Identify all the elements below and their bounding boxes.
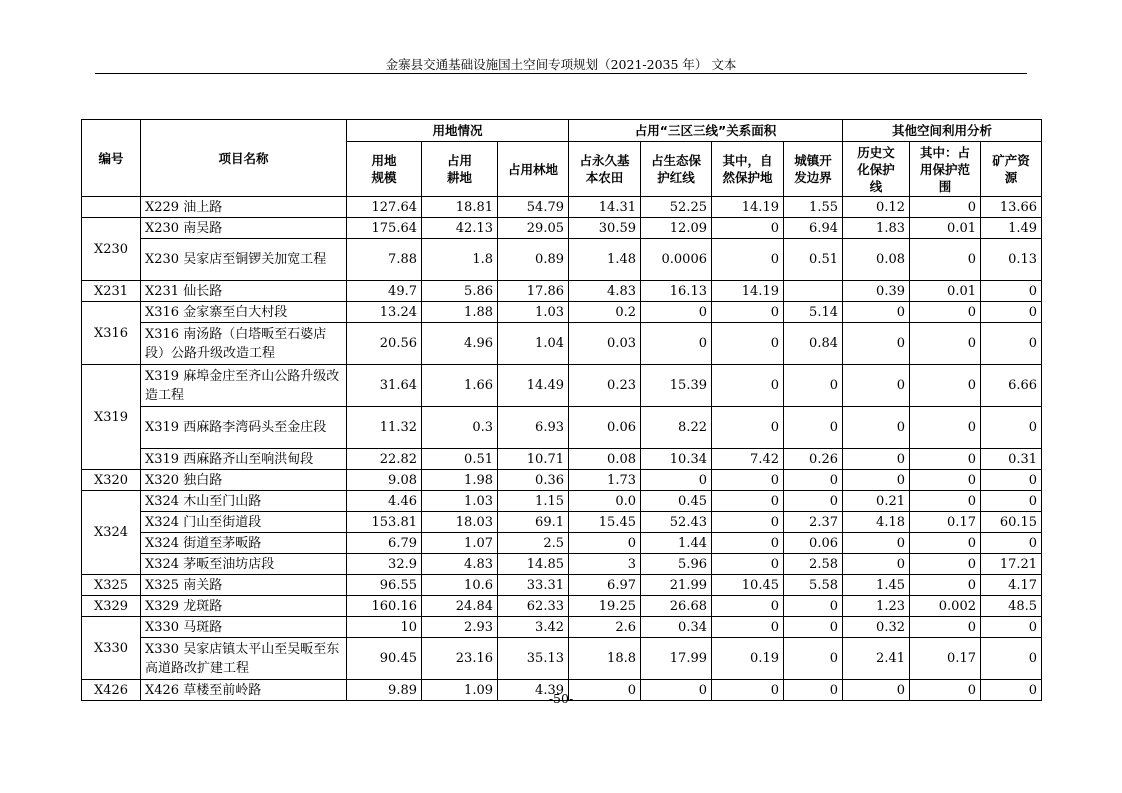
value-cell: 0 bbox=[981, 407, 1042, 449]
value-cell: 1.44 bbox=[641, 533, 712, 554]
sub-col-header: 城镇开 发边界 bbox=[784, 142, 843, 197]
value-cell: 15.45 bbox=[569, 512, 641, 533]
table-row bbox=[82, 491, 1042, 512]
value-cell: 1.03 bbox=[498, 302, 569, 323]
project-code-cell: X316 bbox=[82, 302, 141, 365]
value-cell: 13.66 bbox=[981, 197, 1042, 218]
table-body bbox=[82, 197, 1042, 701]
value-cell: 0 bbox=[843, 365, 910, 407]
value-cell: 0 bbox=[712, 617, 784, 638]
sub-col-header: 历史文 化保护 线 bbox=[843, 142, 910, 197]
value-cell: 1.45 bbox=[843, 575, 910, 596]
value-cell: 0.06 bbox=[784, 533, 843, 554]
value-cell: 0.23 bbox=[569, 365, 641, 407]
value-cell: 0 bbox=[843, 323, 910, 365]
value-cell: 0.12 bbox=[843, 197, 910, 218]
value-cell: 2.37 bbox=[784, 512, 843, 533]
value-cell: 0 bbox=[712, 554, 784, 575]
value-cell: 0 bbox=[569, 533, 641, 554]
value-cell: 0 bbox=[712, 533, 784, 554]
project-code-cell: X230 bbox=[82, 218, 141, 281]
project-name-cell: X319 麻埠金庄至齐山公路升级改造工程 bbox=[141, 365, 347, 407]
value-cell: 8.22 bbox=[641, 407, 712, 449]
value-cell: 0 bbox=[843, 470, 910, 491]
value-cell: 1.83 bbox=[843, 218, 910, 239]
value-cell: 14.49 bbox=[498, 365, 569, 407]
page-number: -50- bbox=[548, 691, 574, 706]
value-cell: 7.42 bbox=[712, 449, 784, 470]
project-name-cell: X324 街道至茅畈路 bbox=[141, 533, 347, 554]
value-cell: 17.86 bbox=[498, 281, 569, 302]
project-code-cell: X319 bbox=[82, 365, 141, 470]
value-cell: 18.8 bbox=[569, 638, 641, 680]
table-row bbox=[82, 575, 1042, 596]
project-code-cell: X329 bbox=[82, 596, 141, 617]
value-cell: 0.17 bbox=[910, 638, 981, 680]
value-cell: 4.46 bbox=[347, 491, 422, 512]
value-cell: 0 bbox=[910, 491, 981, 512]
value-cell: 0 bbox=[641, 680, 712, 701]
project-name-cell: X316 南汤路（白塔畈至石婆店段）公路升级改造工程 bbox=[141, 323, 347, 365]
value-cell: 127.64 bbox=[347, 197, 422, 218]
table-row bbox=[82, 197, 1042, 218]
value-cell: 14.85 bbox=[498, 554, 569, 575]
value-cell: 0.32 bbox=[843, 617, 910, 638]
value-cell: 1.88 bbox=[422, 302, 498, 323]
value-cell: 5.96 bbox=[641, 554, 712, 575]
sub-col-header: 矿产资 源 bbox=[981, 142, 1042, 197]
value-cell: 4.17 bbox=[981, 575, 1042, 596]
value-cell: 4.18 bbox=[843, 512, 910, 533]
value-cell: 13.24 bbox=[347, 302, 422, 323]
value-cell: 1.23 bbox=[843, 596, 910, 617]
project-code-cell: X426 bbox=[82, 680, 141, 701]
sub-col-header: 其中，自 然保护地 bbox=[712, 142, 784, 197]
value-cell: 0 bbox=[981, 533, 1042, 554]
value-cell: 1.07 bbox=[422, 533, 498, 554]
value-cell: 0 bbox=[712, 407, 784, 449]
value-cell: 20.56 bbox=[347, 323, 422, 365]
value-cell: 52.43 bbox=[641, 512, 712, 533]
value-cell: 33.31 bbox=[498, 575, 569, 596]
value-cell: 49.7 bbox=[347, 281, 422, 302]
value-cell bbox=[784, 281, 843, 302]
value-cell: 0.39 bbox=[843, 281, 910, 302]
value-cell: 0 bbox=[712, 323, 784, 365]
value-cell: 1.55 bbox=[784, 197, 843, 218]
value-cell: 1.66 bbox=[422, 365, 498, 407]
table-row bbox=[82, 365, 1042, 407]
value-cell: 5.86 bbox=[422, 281, 498, 302]
value-cell: 35.13 bbox=[498, 638, 569, 680]
value-cell: 18.81 bbox=[422, 197, 498, 218]
project-name-cell: X319 西麻路齐山至响洪甸段 bbox=[141, 449, 347, 470]
value-cell: 0 bbox=[712, 596, 784, 617]
table-row bbox=[82, 554, 1042, 575]
value-cell: 0 bbox=[910, 470, 981, 491]
table-row bbox=[82, 323, 1042, 365]
value-cell: 0.0006 bbox=[641, 239, 712, 281]
value-cell: 96.55 bbox=[347, 575, 422, 596]
value-cell: 17.21 bbox=[981, 554, 1042, 575]
value-cell: 60.15 bbox=[981, 512, 1042, 533]
value-cell: 0.51 bbox=[784, 239, 843, 281]
value-cell: 0.06 bbox=[569, 407, 641, 449]
value-cell: 0.19 bbox=[712, 638, 784, 680]
value-cell: 0.36 bbox=[498, 470, 569, 491]
value-cell: 42.13 bbox=[422, 218, 498, 239]
table-row bbox=[82, 512, 1042, 533]
value-cell: 0 bbox=[843, 302, 910, 323]
value-cell: 14.19 bbox=[712, 197, 784, 218]
value-cell: 0.34 bbox=[641, 617, 712, 638]
group-header-other: 其他空间利用分析 bbox=[843, 120, 1042, 142]
value-cell: 0 bbox=[910, 533, 981, 554]
value-cell: 69.1 bbox=[498, 512, 569, 533]
page-header-title: 金寨县交通基础设施国土空间专项规划（2021-2035 年） 文本 bbox=[385, 57, 737, 72]
project-name-cell: X324 木山至门山路 bbox=[141, 491, 347, 512]
value-cell: 29.05 bbox=[498, 218, 569, 239]
value-cell: 0 bbox=[981, 491, 1042, 512]
value-cell: 0.2 bbox=[569, 302, 641, 323]
sub-col-header: 占永久基 本农田 bbox=[569, 142, 641, 197]
value-cell: 1.48 bbox=[569, 239, 641, 281]
value-cell: 0 bbox=[784, 365, 843, 407]
col-header-name: 项目名称 bbox=[141, 120, 347, 197]
value-cell: 6.93 bbox=[498, 407, 569, 449]
value-cell: 0 bbox=[910, 365, 981, 407]
value-cell: 2.6 bbox=[569, 617, 641, 638]
land-use-table bbox=[81, 119, 1042, 701]
value-cell: 0 bbox=[641, 302, 712, 323]
value-cell: 0 bbox=[981, 302, 1042, 323]
value-cell: 6.79 bbox=[347, 533, 422, 554]
value-cell: 0 bbox=[712, 491, 784, 512]
sub-col-header: 占用林地 bbox=[498, 142, 569, 197]
value-cell: 2.58 bbox=[784, 554, 843, 575]
value-cell: 4.83 bbox=[569, 281, 641, 302]
value-cell: 0 bbox=[910, 407, 981, 449]
value-cell: 0 bbox=[712, 218, 784, 239]
value-cell: 22.82 bbox=[347, 449, 422, 470]
value-cell: 0 bbox=[784, 491, 843, 512]
value-cell: 24.84 bbox=[422, 596, 498, 617]
value-cell: 1.98 bbox=[422, 470, 498, 491]
value-cell: 0 bbox=[641, 470, 712, 491]
value-cell: 0 bbox=[910, 323, 981, 365]
value-cell: 19.25 bbox=[569, 596, 641, 617]
value-cell: 0 bbox=[712, 239, 784, 281]
value-cell: 9.89 bbox=[347, 680, 422, 701]
project-name-cell: X230 南吴路 bbox=[141, 218, 347, 239]
value-cell: 0 bbox=[910, 575, 981, 596]
value-cell: 1.49 bbox=[981, 218, 1042, 239]
value-cell: 0 bbox=[981, 638, 1042, 680]
value-cell: 11.32 bbox=[347, 407, 422, 449]
value-cell: 90.45 bbox=[347, 638, 422, 680]
value-cell: 0.17 bbox=[910, 512, 981, 533]
project-code-cell: X231 bbox=[82, 281, 141, 302]
table-row bbox=[82, 239, 1042, 281]
value-cell: 7.88 bbox=[347, 239, 422, 281]
value-cell: 0 bbox=[569, 680, 641, 701]
group-header-land: 用地情况 bbox=[347, 120, 569, 142]
value-cell: 0.08 bbox=[569, 449, 641, 470]
value-cell: 0 bbox=[910, 197, 981, 218]
project-name-cell: X229 油上路 bbox=[141, 197, 347, 218]
value-cell: 0.01 bbox=[910, 218, 981, 239]
project-name-cell: X316 金家寨至白大村段 bbox=[141, 302, 347, 323]
value-cell: 0.31 bbox=[981, 449, 1042, 470]
value-cell: 10.34 bbox=[641, 449, 712, 470]
col-header-id: 编号 bbox=[82, 120, 141, 197]
value-cell: 0.51 bbox=[422, 449, 498, 470]
project-name-cell: X324 茅畈至油坊店段 bbox=[141, 554, 347, 575]
sub-col-header: 占生态保 护红线 bbox=[641, 142, 712, 197]
table-row bbox=[82, 617, 1042, 638]
value-cell: 18.03 bbox=[422, 512, 498, 533]
header-divider bbox=[95, 73, 1027, 74]
value-cell: 0.84 bbox=[784, 323, 843, 365]
sub-col-header: 用地 规模 bbox=[347, 142, 422, 197]
table-row bbox=[82, 596, 1042, 617]
value-cell: 0 bbox=[784, 470, 843, 491]
value-cell: 0 bbox=[981, 470, 1042, 491]
value-cell: 6.66 bbox=[981, 365, 1042, 407]
sub-col-header: 占用 耕地 bbox=[422, 142, 498, 197]
value-cell: 32.9 bbox=[347, 554, 422, 575]
value-cell: 14.31 bbox=[569, 197, 641, 218]
value-cell: 15.39 bbox=[641, 365, 712, 407]
project-name-cell: X330 马斑路 bbox=[141, 617, 347, 638]
value-cell: 0.01 bbox=[910, 281, 981, 302]
value-cell: 2.93 bbox=[422, 617, 498, 638]
value-cell: 1.15 bbox=[498, 491, 569, 512]
value-cell: 0 bbox=[784, 638, 843, 680]
value-cell: 26.68 bbox=[641, 596, 712, 617]
value-cell: 2.41 bbox=[843, 638, 910, 680]
value-cell: 0 bbox=[910, 617, 981, 638]
value-cell: 0 bbox=[981, 323, 1042, 365]
value-cell: 0 bbox=[712, 365, 784, 407]
value-cell: 0 bbox=[843, 449, 910, 470]
project-name-cell: X325 南关路 bbox=[141, 575, 347, 596]
value-cell: 0 bbox=[910, 680, 981, 701]
value-cell: 0 bbox=[712, 302, 784, 323]
group-header-three-zones: 占用“三区三线”关系面积 bbox=[569, 120, 843, 142]
table-row bbox=[82, 218, 1042, 239]
value-cell: 1.09 bbox=[422, 680, 498, 701]
value-cell: 160.16 bbox=[347, 596, 422, 617]
project-name-cell: X230 吴家店至铜锣关加宽工程 bbox=[141, 239, 347, 281]
value-cell: 1.73 bbox=[569, 470, 641, 491]
project-name-cell: X324 门山至街道段 bbox=[141, 512, 347, 533]
value-cell: 0.0 bbox=[569, 491, 641, 512]
project-name-cell: X426 草楼至前岭路 bbox=[141, 680, 347, 701]
value-cell: 0 bbox=[712, 512, 784, 533]
value-cell: 0 bbox=[712, 680, 784, 701]
value-cell: 0.08 bbox=[843, 239, 910, 281]
project-name-cell: X329 龙斑路 bbox=[141, 596, 347, 617]
value-cell: 5.58 bbox=[784, 575, 843, 596]
value-cell: 14.19 bbox=[712, 281, 784, 302]
value-cell: 12.09 bbox=[641, 218, 712, 239]
value-cell: 16.13 bbox=[641, 281, 712, 302]
value-cell: 17.99 bbox=[641, 638, 712, 680]
value-cell: 10.45 bbox=[712, 575, 784, 596]
value-cell: 0 bbox=[843, 533, 910, 554]
value-cell: 0 bbox=[641, 323, 712, 365]
project-code-cell bbox=[82, 197, 141, 218]
value-cell: 30.59 bbox=[569, 218, 641, 239]
value-cell: 0 bbox=[910, 554, 981, 575]
value-cell: 4.96 bbox=[422, 323, 498, 365]
value-cell: 31.64 bbox=[347, 365, 422, 407]
project-name-cell: X231 仙长路 bbox=[141, 281, 347, 302]
value-cell: 1.04 bbox=[498, 323, 569, 365]
value-cell: 10.6 bbox=[422, 575, 498, 596]
value-cell: 175.64 bbox=[347, 218, 422, 239]
table-row bbox=[82, 407, 1042, 449]
value-cell: 0 bbox=[981, 680, 1042, 701]
value-cell: 0.002 bbox=[910, 596, 981, 617]
project-code-cell: X330 bbox=[82, 617, 141, 680]
value-cell: 52.25 bbox=[641, 197, 712, 218]
value-cell: 5.14 bbox=[784, 302, 843, 323]
value-cell: 9.08 bbox=[347, 470, 422, 491]
value-cell: 4.39 bbox=[498, 680, 569, 701]
project-code-cell: X325 bbox=[82, 575, 141, 596]
value-cell: 153.81 bbox=[347, 512, 422, 533]
value-cell: 54.79 bbox=[498, 197, 569, 218]
value-cell: 6.97 bbox=[569, 575, 641, 596]
value-cell: 62.33 bbox=[498, 596, 569, 617]
value-cell: 0 bbox=[910, 302, 981, 323]
value-cell: 1.03 bbox=[422, 491, 498, 512]
value-cell: 0 bbox=[981, 281, 1042, 302]
value-cell: 0 bbox=[712, 470, 784, 491]
project-name-cell: X320 独白路 bbox=[141, 470, 347, 491]
value-cell: 3.42 bbox=[498, 617, 569, 638]
table-row bbox=[82, 302, 1042, 323]
project-name-cell: X319 西麻路李湾码头至金庄段 bbox=[141, 407, 347, 449]
value-cell: 0.45 bbox=[641, 491, 712, 512]
value-cell: 10.71 bbox=[498, 449, 569, 470]
value-cell: 0.21 bbox=[843, 491, 910, 512]
value-cell: 0 bbox=[784, 596, 843, 617]
value-cell: 0.26 bbox=[784, 449, 843, 470]
table-row bbox=[82, 449, 1042, 470]
value-cell: 3 bbox=[569, 554, 641, 575]
value-cell: 0 bbox=[784, 617, 843, 638]
value-cell: 0 bbox=[843, 680, 910, 701]
value-cell: 21.99 bbox=[641, 575, 712, 596]
value-cell: 0.89 bbox=[498, 239, 569, 281]
value-cell: 0.03 bbox=[569, 323, 641, 365]
value-cell: 0 bbox=[981, 617, 1042, 638]
value-cell: 0 bbox=[910, 449, 981, 470]
value-cell: 0 bbox=[784, 680, 843, 701]
project-name-cell: X330 吴家店镇太平山至吴畈至东高道路改扩建工程 bbox=[141, 638, 347, 680]
value-cell: 0 bbox=[910, 239, 981, 281]
value-cell: 2.5 bbox=[498, 533, 569, 554]
value-cell: 0 bbox=[843, 407, 910, 449]
value-cell: 23.16 bbox=[422, 638, 498, 680]
value-cell: 0.3 bbox=[422, 407, 498, 449]
value-cell: 0 bbox=[784, 407, 843, 449]
table-row bbox=[82, 533, 1042, 554]
value-cell: 0 bbox=[843, 554, 910, 575]
table-row bbox=[82, 638, 1042, 680]
sub-col-header: 其中：占 用保护范 围 bbox=[910, 142, 981, 197]
value-cell: 0.13 bbox=[981, 239, 1042, 281]
table-row bbox=[82, 470, 1042, 491]
value-cell: 48.5 bbox=[981, 596, 1042, 617]
value-cell: 1.8 bbox=[422, 239, 498, 281]
project-code-cell: X324 bbox=[82, 491, 141, 575]
project-code-cell: X320 bbox=[82, 470, 141, 491]
value-cell: 6.94 bbox=[784, 218, 843, 239]
table-row bbox=[82, 281, 1042, 302]
value-cell: 4.83 bbox=[422, 554, 498, 575]
value-cell: 10 bbox=[347, 617, 422, 638]
